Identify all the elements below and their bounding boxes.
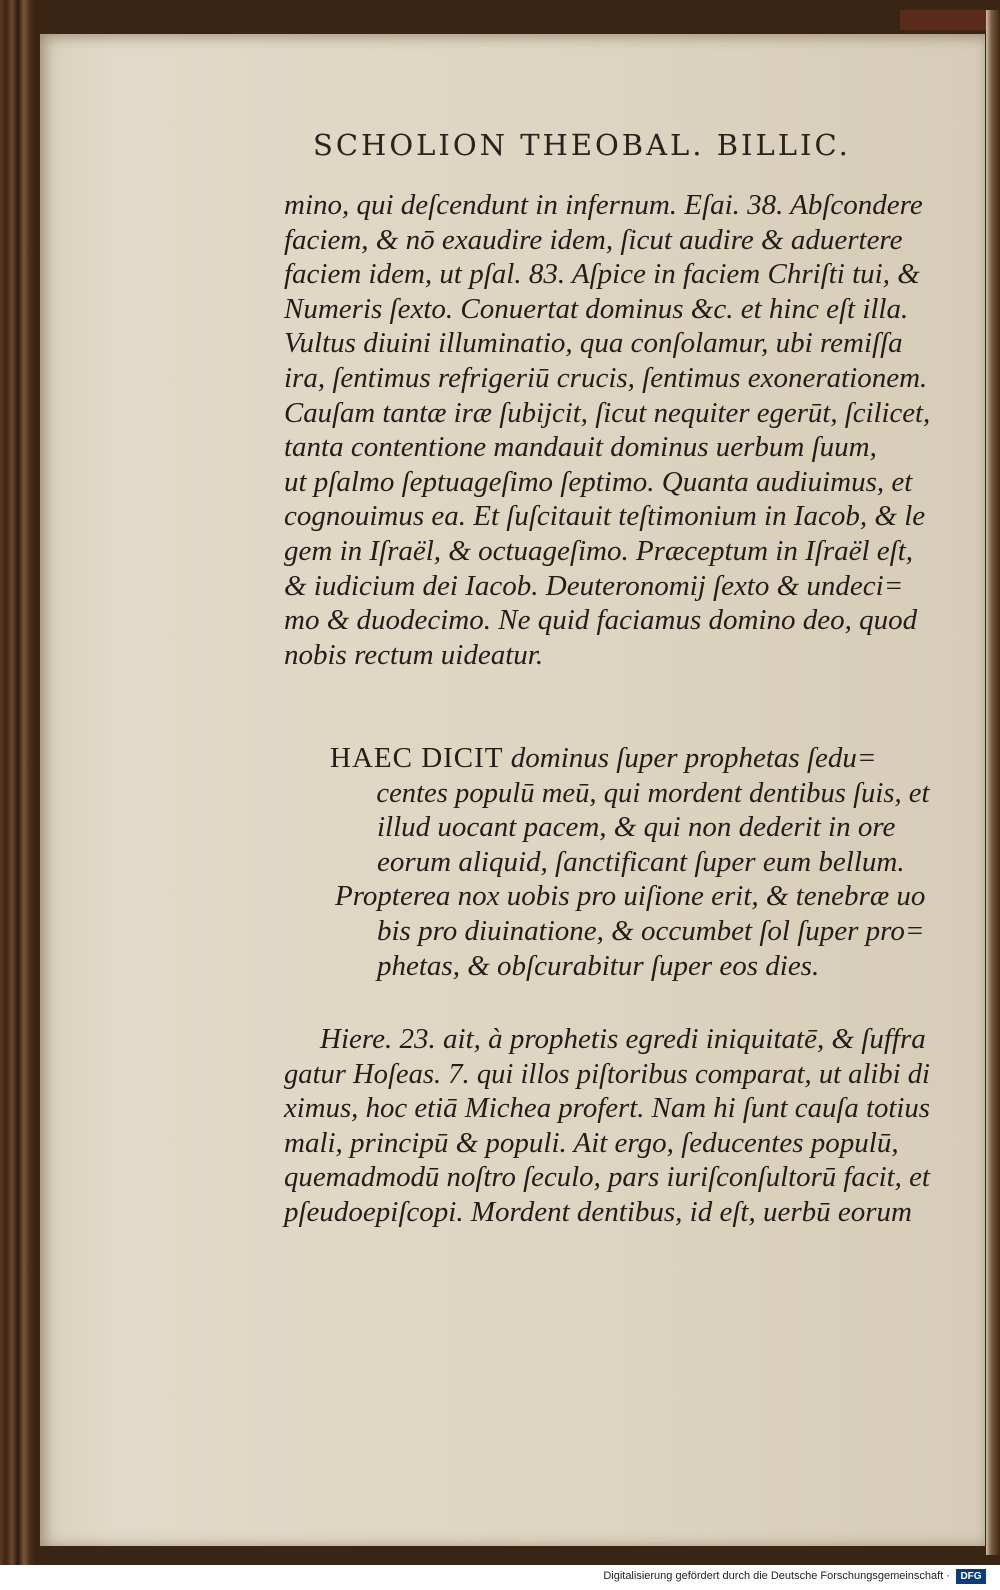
footer-bar	[0, 1565, 1000, 1590]
verse-line: eorum aliquid, ſanctificant ſuper eum bellum.	[377, 845, 905, 878]
verse-lead-caps: HAEC DICIT	[330, 742, 504, 774]
funding-credit: Digitalisierung gefördert durch die Deutsche Forschungsgemeinschaft ·	[603, 1570, 950, 1582]
text-line: mali, principū & populi. Ait ergo, ſeducentes populū,	[284, 1126, 899, 1159]
body-text-main	[284, 188, 935, 672]
text-line: faciem idem, ut pſal. 83. Aſpice in faciem Chriſti tui, &	[284, 258, 920, 291]
text-line: ira, ſentimus refrigeriū crucis, ſentimus exonerationem.	[284, 361, 928, 394]
text-line: Hiere. 23. ait, à prophetis egredi iniquitatē, & ſuffra	[320, 1023, 926, 1055]
verse-line-first	[330, 741, 937, 776]
binding-strip	[900, 10, 1000, 30]
text-line: ut pſalmo ſeptuageſimo ſeptimo. Quanta audiuimus, et	[284, 465, 913, 498]
text-line: & iudicium dei Iacob. Deuteronomij ſexto & undeci=	[284, 569, 904, 602]
text-line: Cauſam tantæ iræ ſubijcit, ſicut nequiter egerūt, ſcilicet,	[284, 396, 931, 429]
verse-line: phetas, & obſcurabitur ſuper eos dies.	[377, 949, 820, 982]
scripture-verse	[330, 741, 937, 983]
text-line: quemadmodū noſtro ſeculo, pars iuriſconſultorū facit, et	[284, 1161, 930, 1194]
book-edge	[986, 10, 1000, 1555]
dfg-logo: DFG	[956, 1569, 986, 1584]
text-line: mo & duodecimo. Ne quid faciamus domino deo, quod	[284, 604, 918, 637]
verse-first-line-rest: dominus ſuper prophetas ſedu=	[503, 742, 877, 774]
text-line: mino, qui deſcendunt in infernum. Eſai. 38. Abſcondere	[284, 189, 923, 221]
text-line: nobis rectum uideatur.	[284, 638, 544, 671]
text-line: Vultus diuini illuminatio, qua conſolamur, ubi remiſſa	[284, 327, 903, 360]
text-line: Numeris ſexto. Conuertat dominus &c. et hinc eſt illa.	[284, 292, 909, 325]
text-line: gatur Hoſeas. 7. qui illos piſtoribus comparat, ut alibi di	[284, 1057, 930, 1090]
text-line: cognouimus ea. Et ſuſcitauit teſtimonium in Iacob, & le	[284, 500, 926, 533]
text-line: faciem, & nō exaudire idem, ſicut audire & aduertere	[284, 223, 903, 256]
text-line: gem in Iſraël, & octuageſimo. Præceptum in Iſraël eſt,	[284, 534, 914, 567]
verse-line: Propterea nox uobis pro uiſione erit, & tenebræ uo	[335, 880, 926, 913]
body-text-continued	[284, 1022, 940, 1230]
verse-line: illud uocant pacem, & qui non dederit in ore	[377, 811, 896, 844]
text-line: tanta contentione mandauit dominus uerbum ſuum,	[284, 431, 877, 464]
text-line: pſeudoepiſcopi. Mordent dentibus, id eſt, uerbū eorum	[284, 1195, 912, 1228]
text-line: ximus, hoc etiā Michea profert. Nam hi ſunt cauſa totius	[284, 1092, 930, 1125]
verse-line: bis pro diuinatione, & occumbet ſol ſuper pro=	[377, 914, 925, 947]
verse-line: centes populū meū, qui mordent dentibus ſuis, et	[376, 776, 930, 809]
running-head: SCHOLION THEOBAL. BILLIC.	[313, 128, 851, 162]
